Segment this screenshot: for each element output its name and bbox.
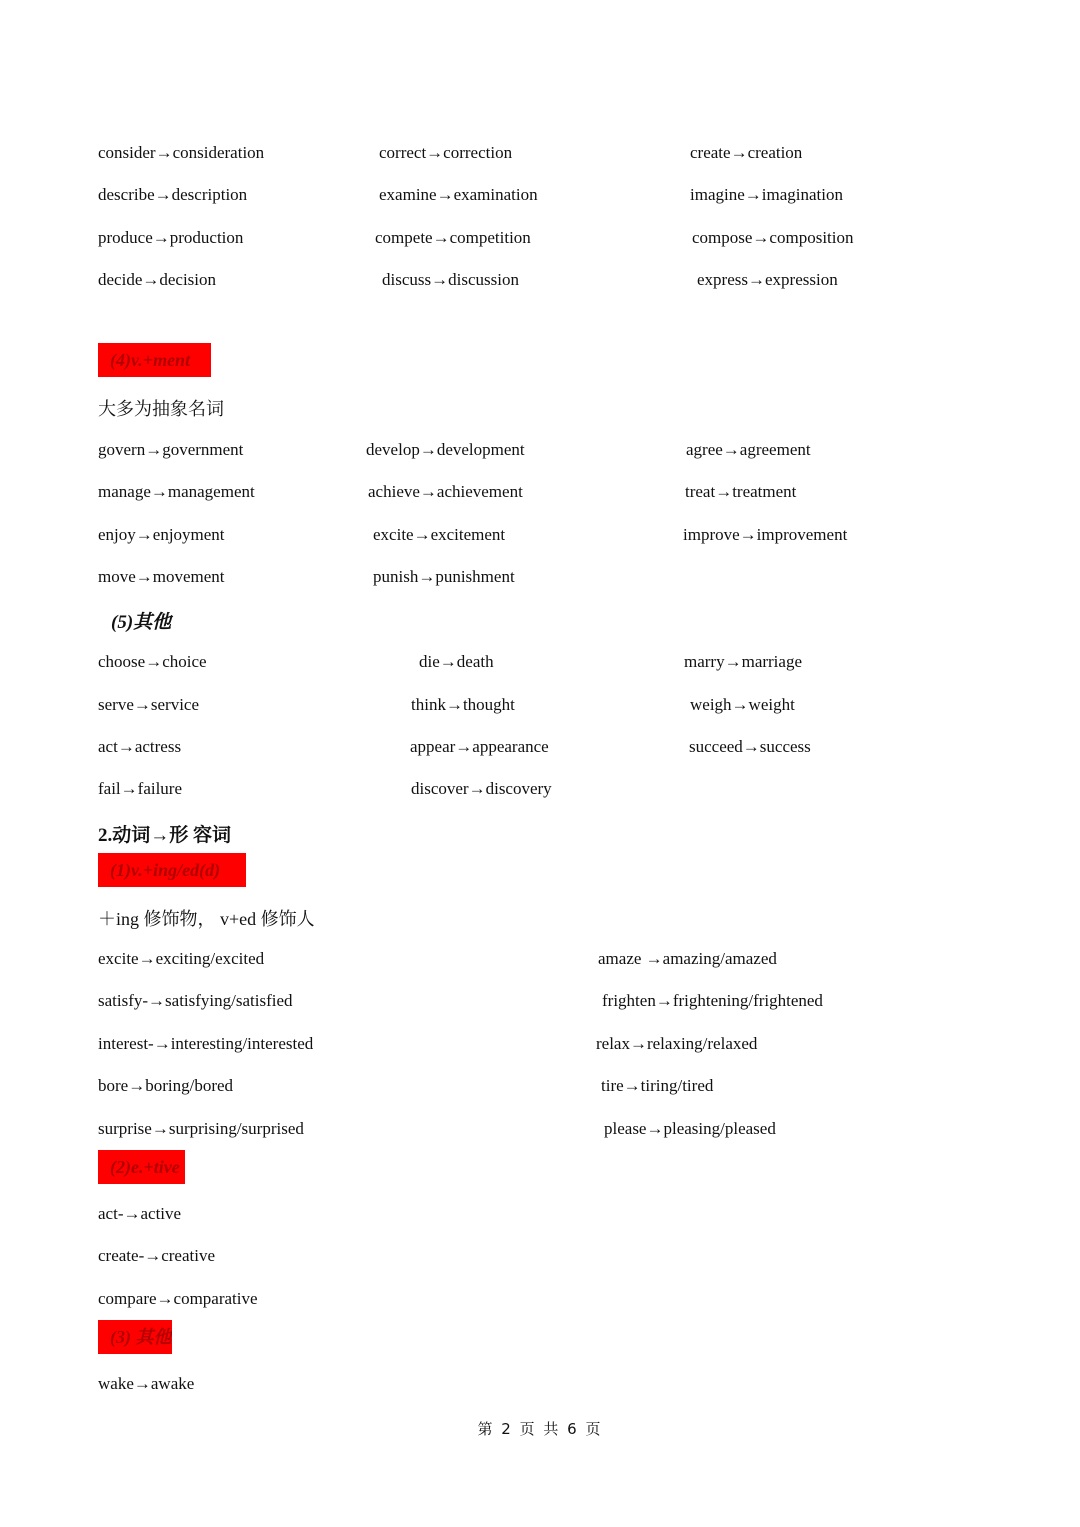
word-pair: imagine→imagination — [690, 185, 843, 204]
section-note: 大多为抽象名词 — [98, 399, 224, 419]
word-pair: consider→consideration — [98, 143, 265, 162]
word-pair: think→thought — [411, 695, 515, 714]
word-pair: compare→comparative — [98, 1289, 258, 1308]
word-pair: act→actress — [98, 737, 182, 756]
section-label-ing-ed: (1)v.+ing/ed(d) — [98, 853, 246, 887]
section-label-tive: (2)e.+tive — [98, 1150, 185, 1184]
word-pair: act-→active — [98, 1204, 182, 1223]
word-pair: succeed→success — [689, 737, 811, 756]
word-pair: choose→choice — [98, 652, 207, 671]
word-pair: excite→excitement — [373, 525, 506, 544]
section-label-ment: (4)v.+ment — [98, 343, 211, 377]
word-pair: manage→management — [98, 482, 255, 501]
word-pair: excite→exciting/excited — [98, 949, 265, 968]
word-pair: discuss→discussion — [382, 270, 519, 289]
word-pair: wake→awake — [98, 1374, 195, 1393]
word-pair: treat→treatment — [685, 482, 797, 501]
word-pair: compete→competition — [375, 228, 531, 247]
word-pair: amaze →amazing/amazed — [598, 949, 777, 968]
word-pair: create-→creative — [98, 1246, 216, 1265]
word-pair: die→death — [419, 652, 494, 671]
word-pair: decide→decision — [98, 270, 217, 289]
section-label-other: (5)其他 — [111, 612, 172, 633]
word-pair: correct→correction — [379, 143, 513, 162]
section-label-other-adjective: (3) 其他 — [98, 1320, 172, 1354]
word-pair: examine→examination — [379, 185, 538, 204]
word-pair: punish→punishment — [373, 567, 515, 586]
word-pair: surprise→surprising/surprised — [98, 1119, 304, 1138]
word-pair: govern→government — [98, 440, 244, 459]
word-pair: frighten→frightening/frightened — [602, 991, 823, 1010]
word-pair: marry→marriage — [684, 652, 802, 671]
word-pair: improve→improvement — [683, 525, 848, 544]
word-pair: interest-→interesting/interested — [98, 1034, 314, 1053]
word-pair: create→creation — [690, 143, 803, 162]
word-pair: satisfy-→satisfying/satisfied — [98, 991, 293, 1010]
page-footer: 第 2 页 共 6 页 — [477, 1420, 603, 1438]
word-pair: tire→tiring/tired — [601, 1076, 714, 1095]
word-pair: compose→composition — [692, 228, 854, 247]
word-pair: agree→agreement — [686, 440, 811, 459]
word-pair: serve→service — [98, 695, 200, 714]
word-pair: describe→description — [98, 185, 248, 204]
word-pair: discover→discovery — [411, 779, 552, 798]
word-pair: weigh→weight — [690, 695, 795, 714]
word-pair: fail→failure — [98, 779, 183, 798]
word-pair: achieve→achievement — [368, 482, 523, 501]
word-pair: express→expression — [697, 270, 838, 289]
word-pair: develop→development — [366, 440, 525, 459]
word-pair: relax→relaxing/relaxed — [596, 1034, 758, 1053]
word-pair: enjoy→enjoyment — [98, 525, 225, 544]
word-pair: produce→production — [98, 228, 244, 247]
word-pair: please→pleasing/pleased — [604, 1119, 776, 1138]
word-pair: bore→boring/bored — [98, 1076, 234, 1095]
section-heading-verb-to-adjective: 2.动词→形 容词 — [98, 825, 232, 846]
word-pair: move→movement — [98, 567, 225, 586]
section-note: ＋ing 修饰物， v+ed 修饰人 — [98, 909, 315, 929]
word-pair: appear→appearance — [410, 737, 549, 756]
